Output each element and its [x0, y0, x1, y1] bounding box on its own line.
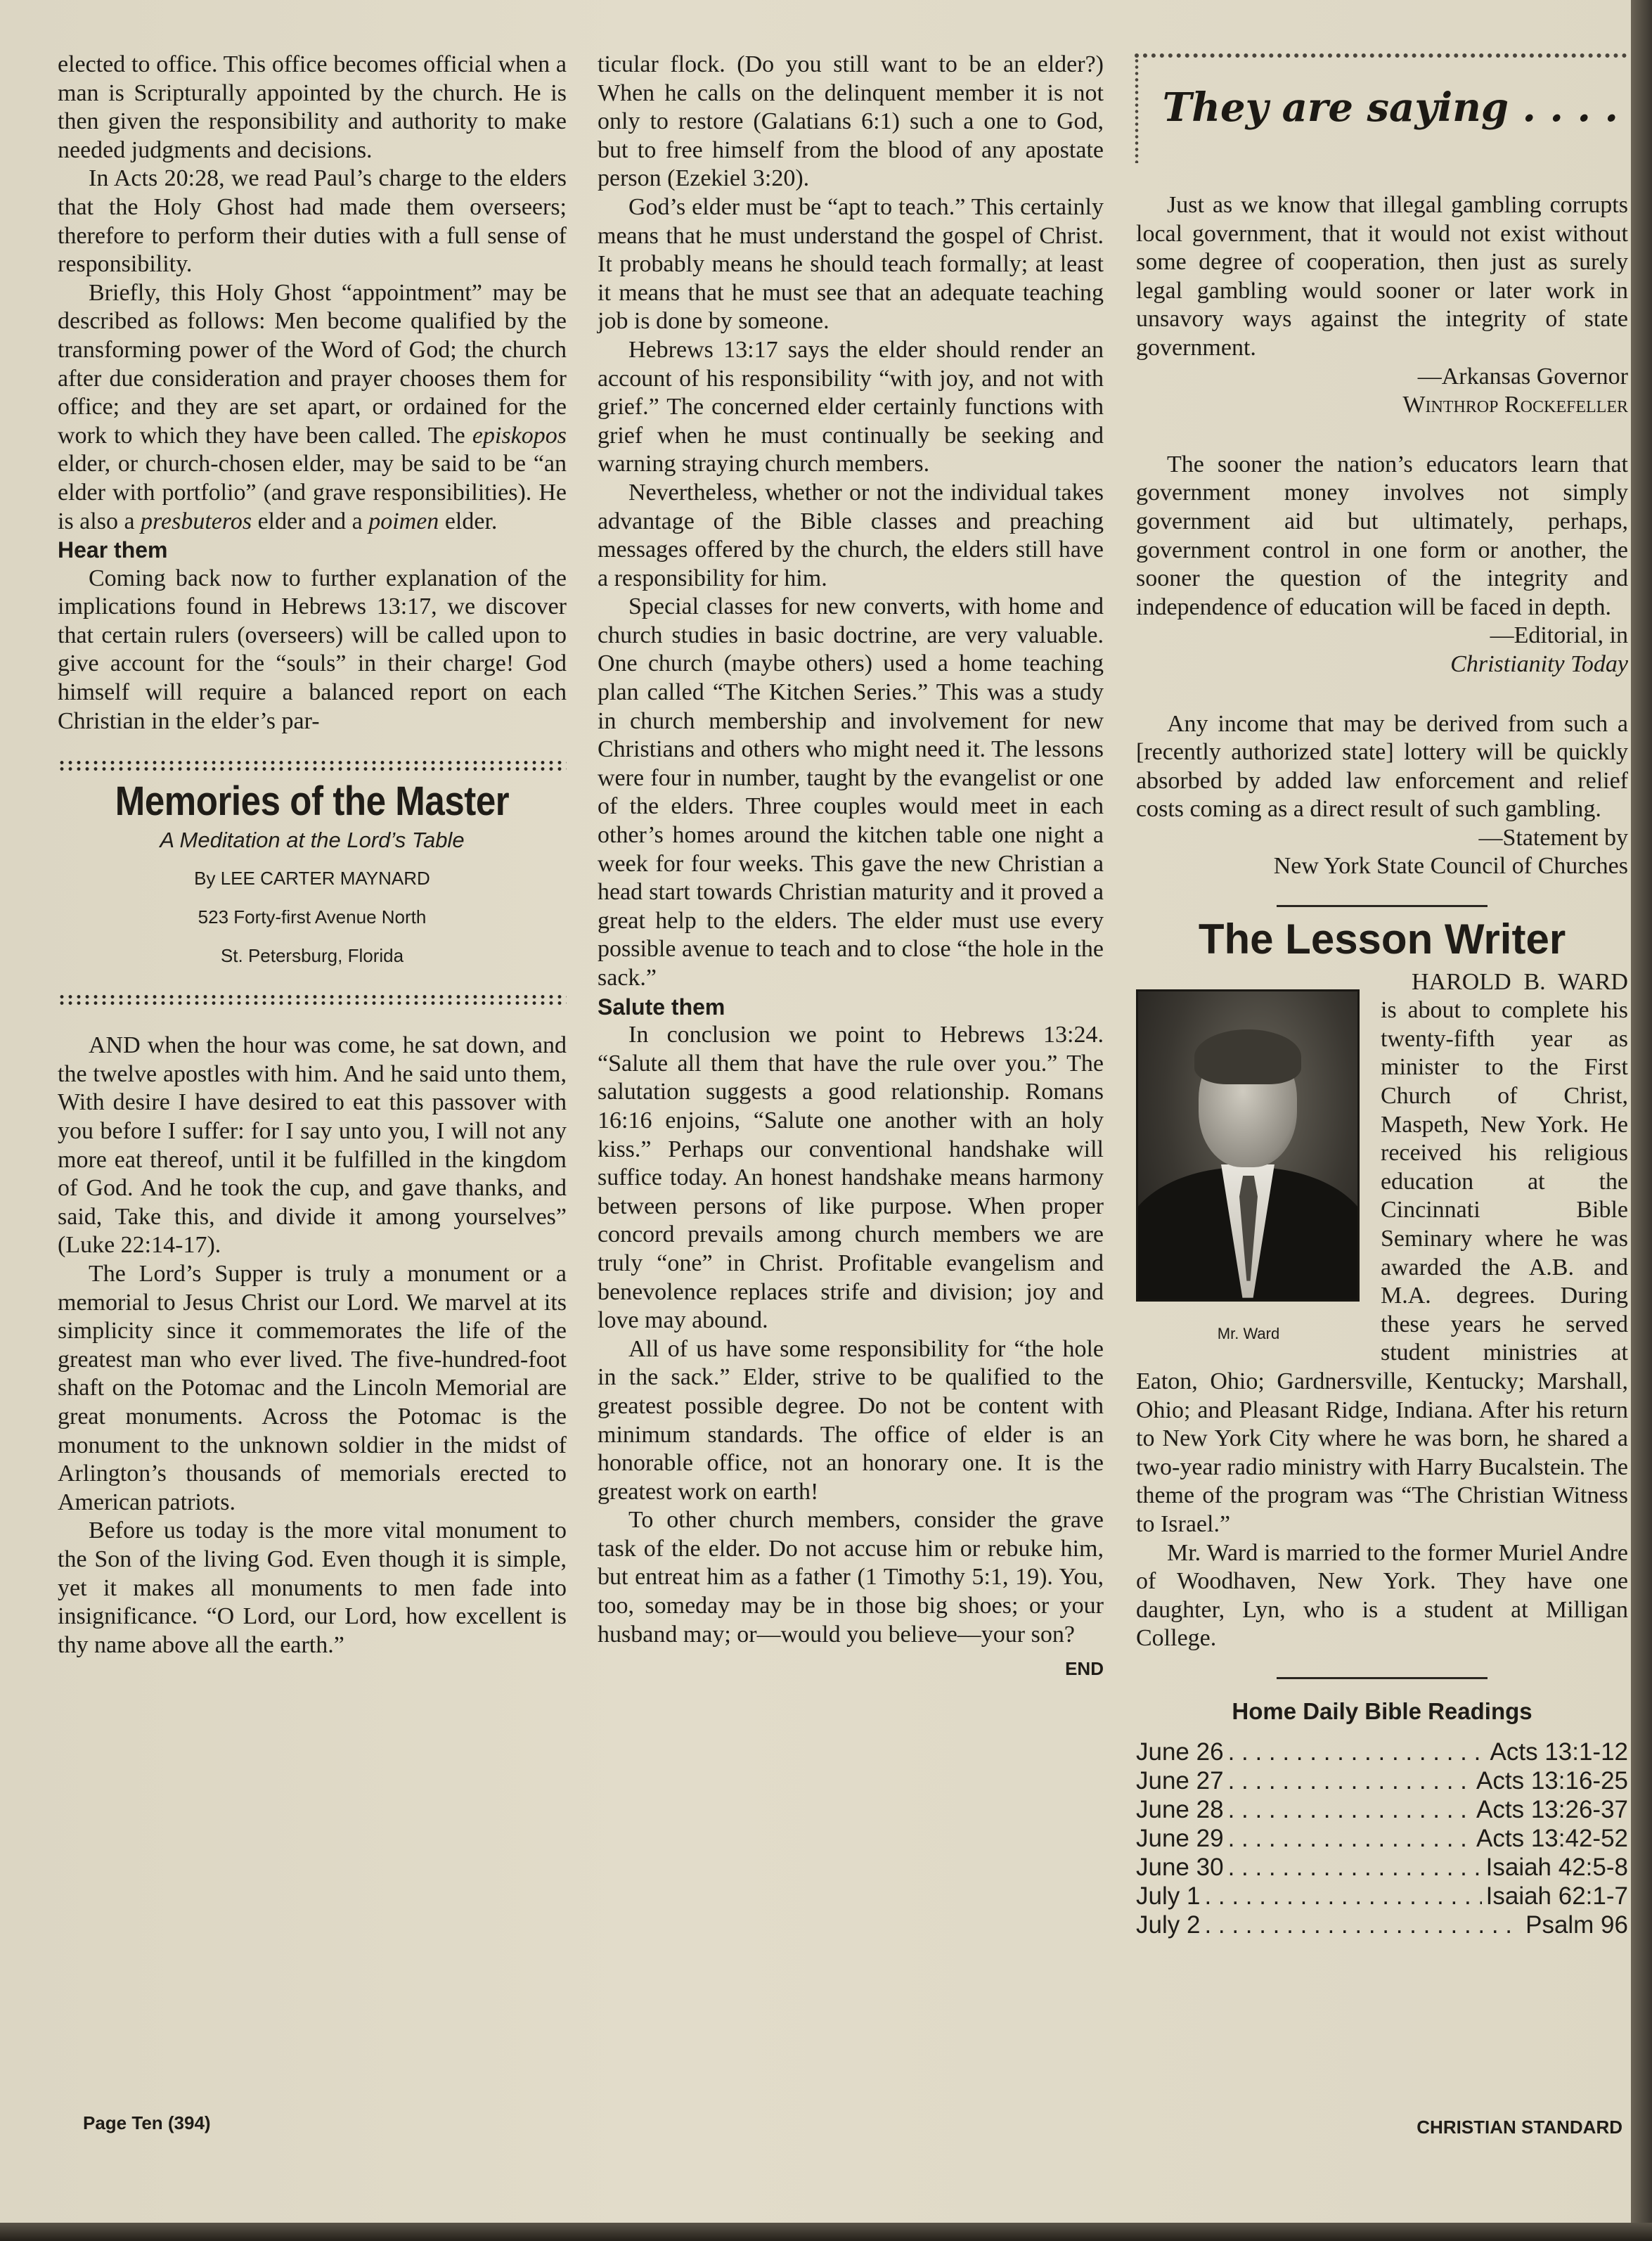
paragraph: All of us have some responsibility for “the hole in the sack.” Elder, strive to be qualified to the greatest possible degree. Do not be content with minimum standards. The office of elder is an honorable office, not an honorary one. It is the greatest work on earth!	[598, 1335, 1104, 1505]
reading-row	[1136, 1882, 1628, 1911]
quote: Just as we know that illegal gambling corrupts local government, that it would not exist without some degree of cooperation, then just as surely legal gambling would sooner or later work in unsavory ways against the integrity of state government.	[1136, 192, 1628, 361]
reading-date: June 28	[1136, 1795, 1224, 1823]
dot-leader	[1228, 1853, 1482, 1882]
paragraph: God’s elder must be “apt to teach.” This certainly means that he must understand the gospel of Christ. It probably means he should teach formally; at least it means that he must see that an adequate teaching job is done by someone.	[598, 193, 1104, 335]
quote: The sooner the nation’s educators learn that government money involves not simply government aid but ultimately, perhaps, government control in one form or another, the sooner the question of the integrity and independence of education will be faced in depth.	[1136, 451, 1628, 620]
reading-row	[1136, 1824, 1628, 1853]
dotted-divider	[58, 994, 567, 1006]
column-right	[1136, 191, 1628, 1939]
dot-leader	[1204, 1911, 1521, 1939]
dot-leader	[1228, 1824, 1472, 1853]
readings-title: Home Daily Bible Readings	[1232, 1697, 1532, 1724]
author-address-line: St. Petersburg, Florida	[220, 944, 404, 966]
reading-row	[1136, 1766, 1628, 1795]
paragraph: Before us today is the more vital monument to the Son of the living God. Even though it is simple, yet it makes all monuments to men fade into insignificance. “O Lord, our Lord, how excellent is thy name above all the earth.”	[58, 1517, 567, 1658]
dot-leader	[1204, 1882, 1481, 1911]
quote-attribution-name: New York State Council of Churches	[1273, 853, 1628, 880]
reading-date: June 29	[1136, 1824, 1224, 1852]
paragraph: In conclusion we point to Hebrews 13:24. “Salute all them that have the rule over you.” The salutation suggests a good relationship. Romans 16:16 enjoins, “Salute one another with an holy kiss.” Perhaps our conventional handshake will suffice today. An honest handshake means harmony between persons of like purpose. When proper concord prevails among church members we are truly “one” in Christ. Profitable evangelism and benevolence replaces strife and division; joy and love may abound.	[598, 1022, 1104, 1334]
paragraph: Coming back now to further explanation of the implications found in Hebrews 13:17, we discover that certain rulers (overseers) will be called upon to give account for the “souls” in their charge! God himself will require a balanced report on each Christian in the elder’s par-	[58, 565, 567, 734]
magazine-name: CHRISTIAN STANDARD	[1417, 2117, 1622, 2138]
reading-reference: Acts 13:16-25	[1476, 1766, 1628, 1794]
reading-date: June 27	[1136, 1766, 1224, 1794]
author-address-line: 523 Forty-first Avenue North	[198, 906, 427, 928]
paragraph: In Acts 20:28, we read Paul’s charge to the elders that the Holy Ghost had made them overseers; therefore to perform their duties with a full sense of responsibility.	[58, 165, 567, 278]
paragraph: The Lord’s Supper is truly a monument or a memorial to Jesus Christ our Lord. We marvel at its simplicity since it commemorates the life of the greatest man who ever lived. The five-hundred-foot shaft on the Potomac and the Lincoln Memorial are great monuments. Across the Potomac is the monument to the unknown soldier in the midst of Arlington’s thousands of memorials erected to American patriots.	[58, 1260, 567, 1515]
page-bottom-edge	[0, 2223, 1652, 2241]
dot-leader	[1228, 1795, 1472, 1824]
paragraph: Nevertheless, whether or not the individual takes advantage of the Bible classes and preaching messages offered by the church, the elders still have a responsibility for him.	[598, 479, 1104, 591]
paragraph: ticular flock. (Do you still want to be an elder?) When he calls on the delinquent member it is not only to restore (Galatians 6:1) such a one to God, but to free himself from the blood of any apostate person (Ezekiel 3:20).	[598, 51, 1104, 192]
reading-date: June 26	[1136, 1738, 1224, 1766]
reading-date: July 1	[1136, 1882, 1201, 1910]
dot-leader	[1228, 1738, 1486, 1766]
divider-line	[1277, 1677, 1488, 1679]
reading-row	[1136, 1853, 1628, 1882]
reading-date: June 30	[1136, 1853, 1224, 1881]
reading-row	[1136, 1911, 1628, 1939]
column-left	[58, 51, 567, 1659]
quote-attribution: —Statement by	[1478, 824, 1628, 851]
page-number: Page Ten (394)	[83, 2112, 211, 2133]
binding-edge	[1631, 0, 1652, 2241]
reading-reference: Acts 13:1-12	[1490, 1738, 1628, 1766]
quote: Any income that may be derived from such a [recently authorized state] lottery will be quickly absorbed by added law enforcement and relief costs coming as a direct result of such gambling.	[1136, 710, 1628, 823]
quote-attribution: —Arkansas Governor	[1417, 363, 1628, 390]
article-title: Memories of the Master	[115, 778, 510, 825]
section-title-lesson-writer: The Lesson Writer	[1198, 916, 1566, 963]
column-middle	[598, 51, 1104, 1683]
quote-attribution-name: Christianity Today	[1450, 650, 1628, 677]
paragraph: Hebrews 13:17 says the elder should render an account of his responsibility “with joy, and not with grief.” The concerned elder certainly functions with grief when he must continually be seeking and warning straying church members.	[598, 336, 1104, 477]
dot-leader	[1228, 1766, 1472, 1795]
paragraph: elected to office. This office becomes official when a man is Scripturally appointed by the church. He is then given the responsibility and authority to make needed judgments and decisions.	[58, 51, 567, 163]
reading-reference: Isaiah 42:5-8	[1485, 1853, 1628, 1881]
reading-reference: Acts 13:26-37	[1476, 1795, 1628, 1823]
they-are-saying-header-box	[1135, 53, 1627, 163]
paragraph: To other church members, consider the grave task of the elder. Do not accuse him or rebuke him, but entreat him as a father (1 Timothy 5:1, 19). You, too, someday may be in those big shoes; or your husband may; or—would you believe—your son? END	[598, 1506, 1104, 1649]
section-heading-salute-them: Salute them	[598, 994, 725, 1020]
section-heading-hear-them: Hear them	[58, 537, 168, 563]
dotted-divider	[58, 759, 567, 772]
paragraph: HAROLD B. WARD is about to complete his twenty-fifth year as minister to the First Church of Christ, Maspeth, New York. He received his religious education at the Cincinnati Bible Seminary where he was awarded the A.B. and M.A. degrees. During these years he served student ministries at Eaton, Ohio; Gardnersville, Kentucky; Marshall, Ohio; and Pleasant Ridge, Indiana. After his return to New York City where he was born, he shared a two-year radio ministry with Harry Bucalstein. The theme of the program was “The Christian Witness to Israel.”	[1136, 968, 1628, 1537]
end-mark: END	[1065, 1658, 1104, 1680]
readings-list	[1136, 1738, 1628, 1939]
reading-reference: Isaiah 62:1-7	[1485, 1882, 1628, 1910]
reading-row	[1136, 1795, 1628, 1824]
article-subtitle: A Meditation at the Lord’s Table	[160, 827, 465, 852]
portrait-photo	[1136, 989, 1360, 1302]
photo-caption: Mr. Ward	[1217, 1324, 1280, 1342]
reading-reference: Psalm 96	[1525, 1911, 1628, 1939]
dotted-border	[1135, 58, 1139, 163]
quote-attribution-name: Winthrop Rockefeller	[1402, 392, 1628, 418]
article-byline: By LEE CARTER MAYNARD	[194, 868, 430, 890]
paragraph: AND when the hour was come, he sat down, and the twelve apostles with him. And he said unto them, With desire I have desired to eat this passover with you before I suffer: for I say unto you, I will not any more eat thereof, until it be fulfilled in the kingdom of God. And he took the cup, and gave thanks, and said, Take this, and divide it among yourselves” (Luke 22:14-17).	[58, 1032, 567, 1259]
photo-figure	[1136, 989, 1361, 1349]
paragraph: Briefly, this Holy Ghost “appointment” may be described as follows: Men become qualified by the transforming power of the Word of God; the church after due consideration and prayer chooses them for office; and they are set apart, or ordained for the work to which they have been called. The episkopos elder, or church-chosen elder, may be said to be “an elder with portfolio” (and grave responsibilities). He is also a presbuteros elder and a poimen elder.	[58, 279, 567, 534]
reading-reference: Acts 13:42-52	[1476, 1824, 1628, 1852]
divider-line	[1277, 905, 1488, 907]
paragraph: Mr. Ward is married to the former Muriel Andre of Woodhaven, New York. They have one daughter, Lyn, who is a student at Milligan College.	[1136, 1539, 1628, 1652]
quote-attribution: —Editorial, in	[1490, 622, 1628, 649]
reading-row	[1136, 1738, 1628, 1766]
section-title-they-are-saying: They are saying . . . .	[1162, 84, 1618, 131]
paragraph: Special classes for new converts, with home and church studies in basic doctrine, are very valuable. One church (maybe others) used a home teaching plan called “The Kitchen Series.” This was a study in church membership and involvement for new Christians and others who might need it. The lessons were four in number, taught by the evangelist or one of the elders. Three couples would meet in each other’s homes around the kitchen table one night a week for four weeks. This gave the new Christian a head start towards Christian maturity and it proved a great help to the elders. The elder must use every possible avenue to teach and to close “the hole in the sack.”	[598, 593, 1104, 991]
reading-date: July 2	[1136, 1911, 1201, 1939]
